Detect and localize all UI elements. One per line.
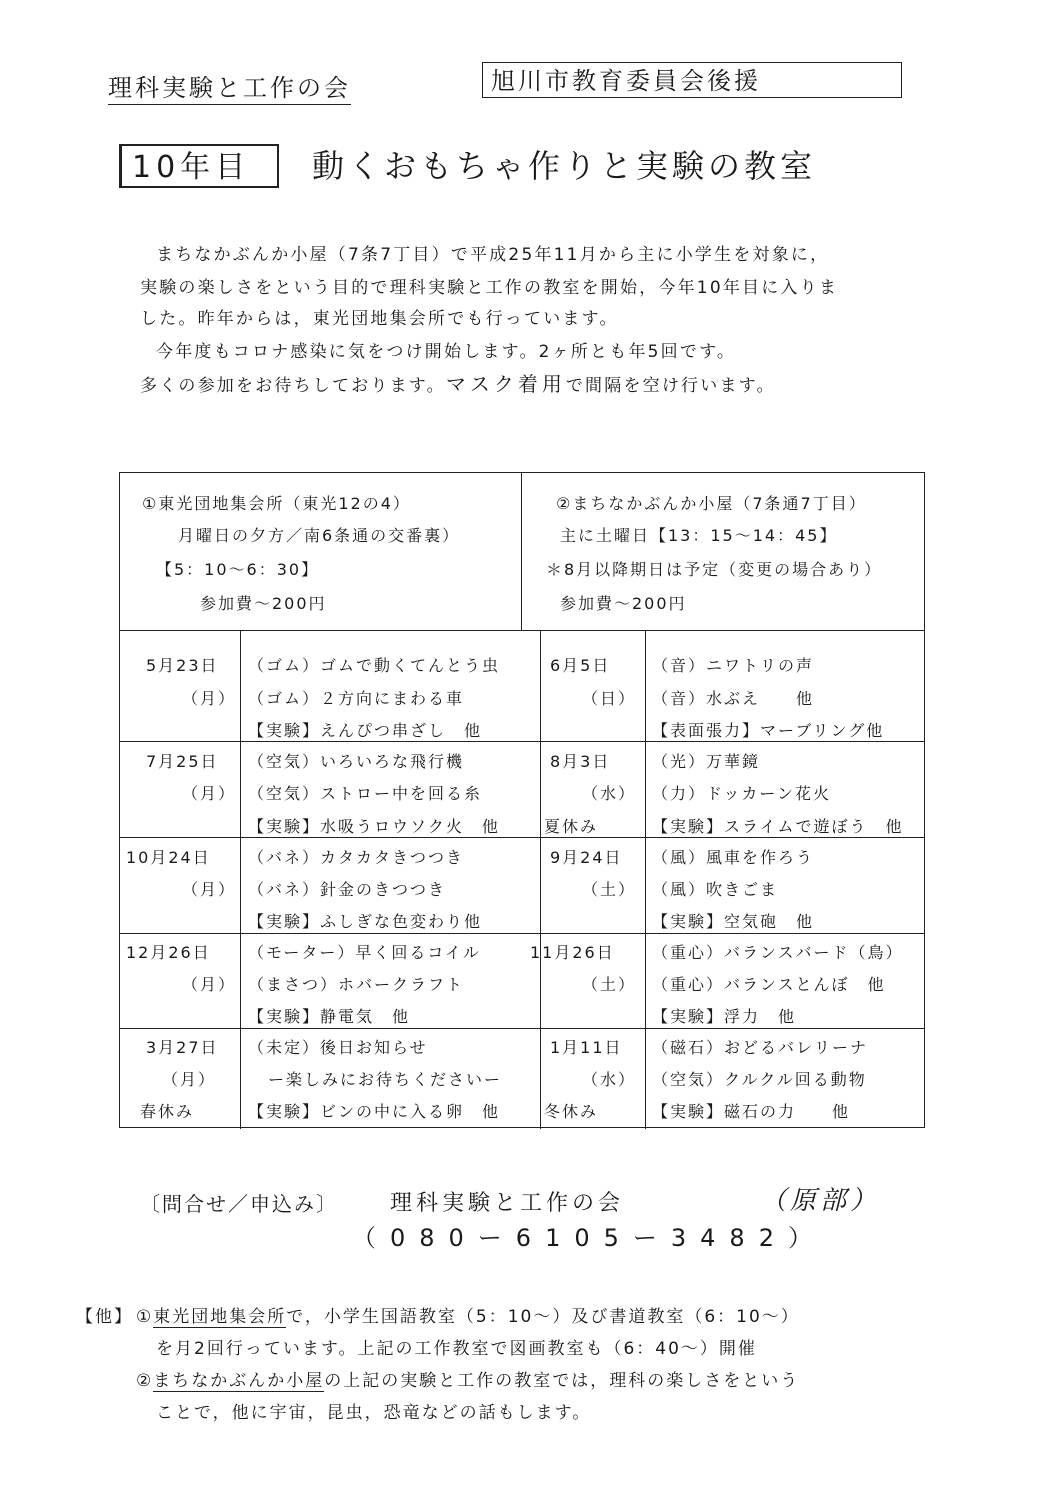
right-activity: （光）万華鏡	[652, 752, 761, 771]
right-venue-name: ②まちなかぶんか小屋（7条通7丁目）	[556, 494, 867, 513]
left-activity: （モーター）早く回るコイル	[248, 943, 481, 962]
right-date: 11月26日	[530, 943, 615, 962]
right-weekday: （水）	[582, 784, 637, 803]
right-activity: （力）ドッカーン花火	[652, 784, 832, 803]
note-2-text: の上記の実験と工作の教室では，理科の楽しさをという	[324, 1371, 800, 1391]
left-date: 12月26日	[126, 943, 211, 962]
left-activity: （バネ）針金のきつつき	[248, 880, 447, 899]
row-divider	[120, 1028, 924, 1029]
column-divider-right-date	[645, 630, 646, 1129]
note-1-line-2: を月2回行っています。上記の工作教室で図画教室も（6：40～）開催	[156, 1339, 757, 1359]
year-badge: 10年目	[119, 144, 279, 188]
column-divider-left-date	[240, 630, 241, 1129]
note-2-line-2: ことで，他に宇宙，昆虫，恐竜などの話もします。	[156, 1403, 592, 1423]
note-1-number: ①	[136, 1307, 154, 1327]
page-title: 動くおもちゃ作りと実験の教室	[312, 147, 817, 185]
left-activity: （空気）いろいろな飛行機	[248, 752, 465, 771]
left-activity: （ゴム）ゴムで動くてんとう虫	[248, 656, 501, 675]
row-divider	[120, 741, 924, 742]
note-2-place: まちなかぶんか小屋	[153, 1371, 325, 1391]
right-activity: 【実験】浮力 他	[652, 1007, 797, 1026]
right-venue-fee: 参加費～200円	[560, 594, 687, 613]
right-activity: （磁石）おどるバレリーナ	[652, 1038, 869, 1057]
right-weekday: （水）	[582, 1070, 637, 1089]
intro-line-5-prefix: 多くの参加をお待ちしております。	[140, 376, 446, 396]
right-activity: （風）風車を作ろう	[652, 848, 815, 867]
left-date: 7月25日	[146, 752, 219, 771]
left-activity: 【実験】静電気 他	[248, 1007, 411, 1026]
left-weekday: （月）	[182, 689, 237, 708]
left-date: 5月23日	[146, 656, 219, 675]
column-divider-center-top	[521, 473, 522, 630]
left-activity: 【実験】ふしぎな色変わり他	[248, 912, 483, 931]
contact-organization: 理科実験と工作の会	[390, 1191, 625, 1216]
right-weekday: （日）	[582, 689, 637, 708]
right-activity: （音）ニワトリの声	[652, 656, 815, 675]
row-divider	[120, 837, 924, 838]
note-1-line-1	[136, 1302, 800, 1327]
right-activity: （重心）バランスバード（鳥）	[652, 943, 904, 962]
right-date: 9月24日	[550, 848, 623, 867]
note-2-number: ②	[136, 1371, 154, 1391]
left-activity: （空気）ストロー中を回る糸	[248, 784, 483, 803]
left-activity: （未定）後日お知らせ	[248, 1038, 428, 1057]
intro-line-2: 実験の楽しさをという目的で理科実験と工作の教室を開始，今年10年目に入りま	[140, 278, 839, 298]
left-venue-time: 【5：10～6：30】	[156, 560, 320, 579]
left-weekday: （月）	[182, 784, 237, 803]
left-venue-schedule: 月曜日の夕方／南6条通の交番裏）	[178, 526, 461, 545]
note-2-line-1	[136, 1366, 799, 1391]
right-activity: 【実験】空気砲 他	[652, 912, 815, 931]
other-label: 【他】	[76, 1307, 133, 1327]
contact-person-handwritten: （原部）	[760, 1186, 881, 1216]
left-activity: （バネ）カタカタきつつき	[248, 848, 465, 867]
right-activity: （重心）バランスとんぼ 他	[652, 975, 886, 994]
right-activity: 【表面張力】マーブリング他	[652, 721, 885, 740]
right-date: 6月5日	[550, 656, 611, 675]
column-divider-center	[540, 630, 541, 1129]
left-activity: （まさつ）ホバークラフト	[248, 975, 465, 994]
left-season-note: 春休み	[140, 1102, 195, 1121]
left-date: 3月27日	[146, 1038, 219, 1057]
left-activity: 【実験】水吸うロウソク火 他	[248, 817, 500, 836]
intro-line-5-suffix: で間隔を空け行います。	[565, 376, 776, 396]
intro-line-4: 今年度もコロナ感染に気をつけ開始します。2ヶ所とも年5回です。	[156, 342, 737, 362]
right-activity: （空気）クルクル回る動物	[652, 1070, 867, 1089]
right-venue-schedule: 主に土曜日【13：15～14：45】	[560, 526, 838, 545]
right-activity: （風）吹きごま	[652, 880, 779, 899]
left-activity: （ゴム）２方向にまわる車	[248, 689, 465, 708]
left-activity: 【実験】えんぴつ串ざし 他	[248, 721, 483, 740]
right-date: 8月3日	[550, 752, 611, 771]
right-weekday: （土）	[582, 975, 637, 994]
mask-required-text: マスク着用	[445, 372, 566, 396]
right-activity: 【実験】スライムで遊ぼう 他	[652, 817, 904, 836]
row-divider	[120, 933, 924, 934]
intro-line-5	[140, 368, 776, 397]
right-season-note: 夏休み	[544, 817, 599, 836]
contact-phone: （080ー6105ー3482）	[352, 1224, 826, 1252]
left-venue-fee: 参加費～200円	[200, 594, 327, 613]
left-date: 10月24日	[126, 848, 211, 867]
right-venue-note: ＊8月以降期日は予定（変更の場合あり）	[546, 560, 883, 579]
right-season-note: 冬休み	[544, 1102, 599, 1121]
note-1-text: で，小学生国語教室（5：10～）及び書道教室（6：10～）	[286, 1307, 800, 1327]
schedule-table	[119, 472, 925, 1128]
right-date: 1月11日	[550, 1038, 623, 1057]
organization-name: 理科実験と工作の会	[108, 68, 351, 105]
note-1-place: 東光団地集会所	[153, 1307, 287, 1327]
right-weekday: （土）	[582, 880, 637, 899]
sponsor-box: 旭川市教育委員会後援	[482, 62, 902, 98]
left-weekday: （月）	[182, 975, 237, 994]
intro-line-1: まちなかぶんか小屋（7条7丁目）で平成25年11月から主に小学生を対象に，	[156, 245, 830, 265]
left-weekday: （月）	[182, 880, 237, 899]
left-weekday: （月）	[162, 1070, 217, 1089]
intro-line-3: した。昨年からは，東光団地集会所でも行っています。	[140, 309, 619, 329]
right-activity: （音）水ぶえ 他	[652, 689, 815, 708]
left-venue-name: ①東光団地集会所（東光12の4）	[142, 494, 411, 513]
contact-label: 〔問合せ／申込み〕	[140, 1192, 338, 1216]
left-activity: 【実験】ビンの中に入る卵 他	[248, 1102, 501, 1121]
left-activity: ー楽しみにお待ちくださいー	[268, 1070, 503, 1089]
right-activity: 【実験】磁石の力 他	[652, 1102, 851, 1121]
